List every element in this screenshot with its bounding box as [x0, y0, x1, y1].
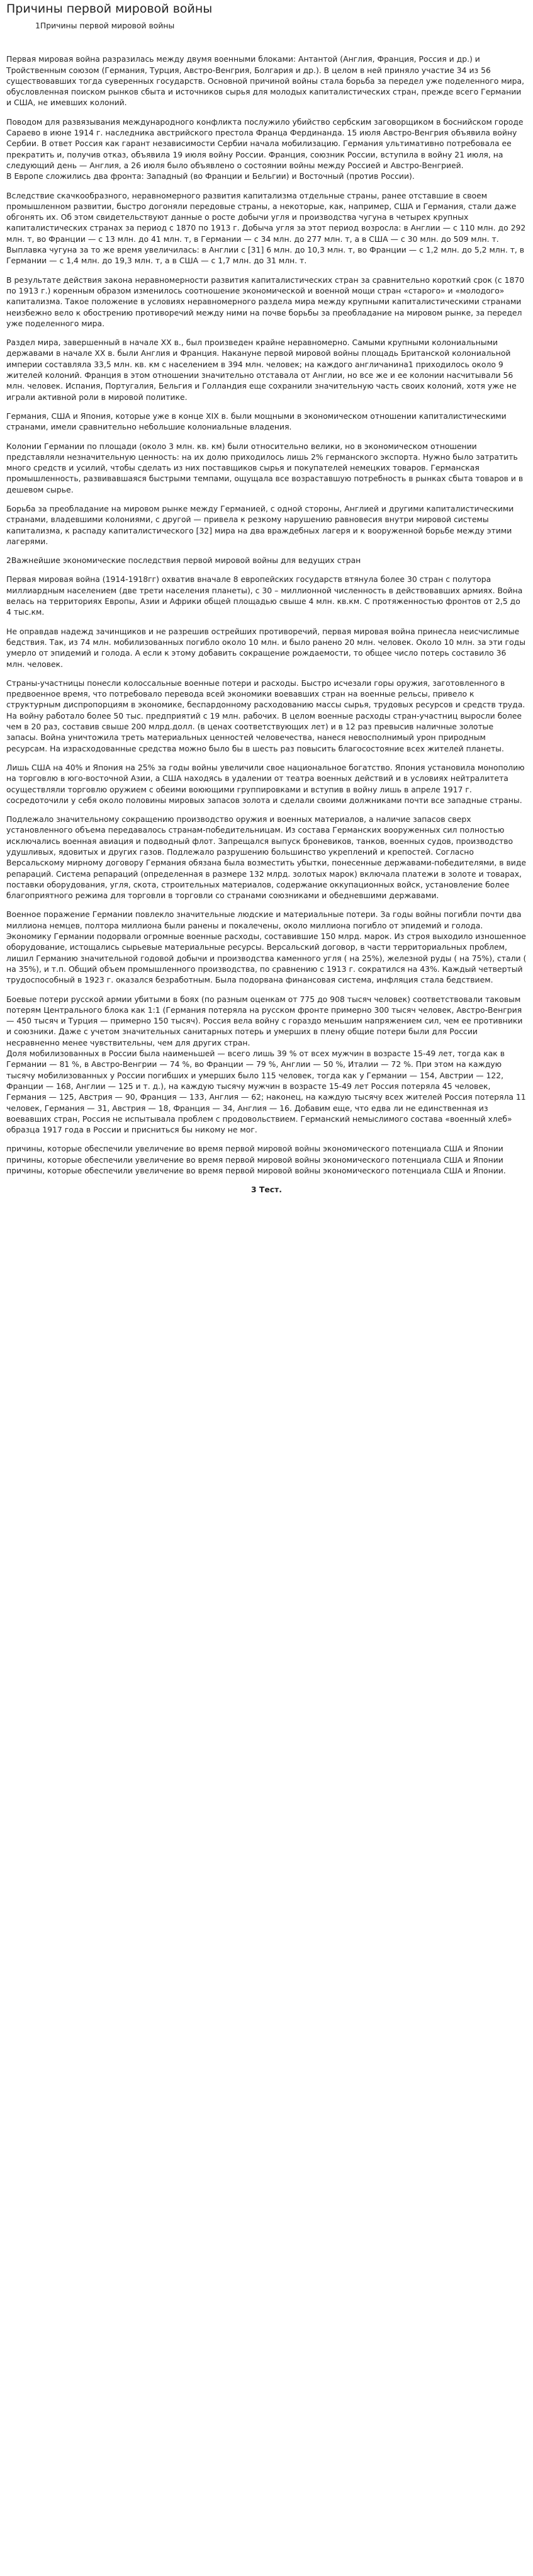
- paragraph-germany-defeat: Военное поражение Германии повлекло значительные людские и материальные потери. За годы войны погибли почти два миллиона немцев, полтора миллиона были ранены и покалечены, около миллиона погибло от эпидемий и голода. Экономику Германии подорвали огромные военные расходы, составившие 150 млрд. марок. Из строя выходило изношенное оборудование, истощались сырьевые материальные ресурсы. Версальский договор, в части территориальных проблем, лишил Германию значительной годовой добычи и производства каменного угля ( на 25%), железной руды ( на 75%), стали ( на 35%), и т.п. Общий объем промышленного производства, по сравнению с 1913 г. сократился на 43%. Каждый четвертый трудоспособный в 1923 г. оказался безработным. Была подорвана финансовая система, инфляция стала бедствием.: [6, 909, 527, 985]
- section-heading-consequences: 2Важнейшие экономические последствия первой мировой войны для ведущих стран: [6, 556, 361, 566]
- test-section-heading: 3 Тест.: [250, 1185, 283, 1195]
- document-body: [6, 54, 527, 1176]
- paragraph-versailles-disarmament: Подлежало значительному сокращению производство оружия и военных материалов, а наличие запасов сверх установленного объема передавалось странам-победительницам. Из состава Германских вооруженных сил полностью исключались военная авиация и подводный флот. Запрещался выпуск броневиков, танков, военных судов, производство удушливых, ядовитых и других газов. Подлежало разрушению большинство укреплений и крепостей. Согласно Версальскому мирному договору Германия обязана была возместить убытки, понесенные державами-победителями, в виде репараций. Система репараций (определенная в размере 132 млрд. золотых марок) включала платежи в золоте и товарах, поставки оборудования, угля, скота, строительных материалов, содержание оккупационных войск, установление более благоприятного режима для торговли в торговли со странами союзниками и обедневшими державами.: [6, 814, 527, 901]
- table-of-contents-entry[interactable]: 1Причины первой мировой войны: [35, 21, 175, 30]
- paragraph-german-colonies: Колонии Германии по площади (около 3 млн. кв. км) были относительно велики, но в экономическом отношении представляли незначительную ценность: на их долю приходилось лишь 2% германского экспорта. Нужно было затратить много средств и усилий, чтобы сделать из них поставщиков сырья и покупателей немецких товаров. Германская промышленность, развивавшаяся быстрыми темпами, ощущала все возраставшую потребность в рынках сбыта товаров и в дешевом сырье.: [6, 441, 524, 494]
- paragraph-struggle-for-market: Борьба за преобладание на мировом рынке между Германией, с одной стороны, Англией и другими капиталистическими странами, владевшими колониями, с другой — привела к резкому нарушению равновесия внутри мировой системы капитализма, к распаду капиталистического [32] мира на два враждебных лагеря и к вооруженной борьбе между этими лагерями.: [6, 503, 514, 546]
- paragraph-human-losses: Не оправдав надежд зачинщиков и не разрешив острейших противоречий, первая мировая война принесла неисчислимые бедствия. Так, из 74 млн. мобилизованных погибло около 10 млн. и было ранено 20 млн. человек. Около 10 млн. за эти годы умерло от эпидемий и голода. А если к этому добавить сокращение рождаемости, то общее число потерь составило 36 млн. человек.: [6, 626, 525, 669]
- paragraph-pretext: Поводом для развязывания международного конфликта послужило убийство сербским заговорщиком в боснийском городе Сараево в июне 1914 г. наследника австрийского престола Франца Фердинанда. 15 июля Австро-Венгрия объявила войну Сербии. В ответ Россия как гарант независимости Сербии начала мобилизацию. Германия ультимативно потребовала ее прекратить и, получив отказ, объявила 19 июля войну России. Франция, союзник России, вступила в войну 21 июля, на следующий день — Англия, а 26 июля было объявлено о состоянии войны между Россией и Австро-Венгрией. В Европе сложились два фронта: Западный (во Франции и Бельгии) и Восточный (против России).: [6, 117, 524, 181]
- paragraph-colonial-division: Раздел мира, завершенный в начале XX в., был произведен крайне неравномерно. Самыми крупными колониальными державами в начале XX в. были Англия и Франция. Накануне первой мировой войны площадь Британской колониальной империи составляла 33,5 млн. кв. км с населением в 394 млн. человек; на каждого англичанина1 приходилось около 9 жителей колоний. Франция в этом отношении значительно отставала от Англии, но все же и ее колонии насчитывали 56 млн. человек. Испания, Португалия, Бельгия и Голландия еще сохранили значительную часть своих колоний, хотя уже не играли активной роли в мировой политике.: [6, 338, 517, 402]
- page-title: Причины первой мировой войны: [6, 2, 213, 16]
- paragraph-war-expenses: Страны-участницы понесли колоссальные военные потери и расходы. Быстро исчезали горы оружия, заготовленного в предвоенное время, что потребовало перевода всей экономики воевавших стран на военные рельсы, привело к структурным диспропорциям в экономике, беспардонному расходованию массы сырья, трудовых ресурсов и средств труда. На войну работало более 50 тыс. предприятий с 19 млн. рабочих. В целом военные расходы стран-участниц выросли более чем в 20 раз, составив свыше 200 млрд.долл. (в ценах соответствующих лет) и в 12 раз превысив наличные золотые запасы. Война уничтожила треть материальных ценностей человечества, нанеся невосполнимый урон природным ресурсам. На израсходованные средства можно было бы в шесть раз повысить благосостояние всех жителей планеты.: [6, 678, 525, 753]
- paragraph-uneven-development: Вследствие скачкообразного, неравномерного развития капитализма отдельные страны, ранее отставшие в своем промышленном развитии, быстро догоняли передовые страны, а некоторые, как, например, США и Германия, стали даже обгонять их. Об этом свидетельствуют данные о росте добычи угля и производства чугуна в четырех крупных капиталистических странах за период с 1870 по 1913 г. Добыча угля за этот период возросла: в Англии — с 110 млн. до 292 млн. т, во Франции — с 13 млн. до 41 млн. т, в Германии — с 34 млн. до 277 млн. т, а в США — с 30 млн. до 509 млн. т. Выплавка чугуна за то же время увеличилась: в Англии с [31] 6 млн. до 10,3 млн. т, во Франции — с 1,2 млн. до 5,2 млн. т, в Германии — с 1,4 млн. до 19,3 млн. т, а в США — с 1,7 млн. до 31 млн. т.: [6, 190, 526, 266]
- paragraph-usa-japan-reasons: причины, которые обеспечили увеличение во время первой мировой войны экономического потенциала США и Японии причины, которые обеспечили увеличение во время первой мировой войны экономического потенциала США и Японии причины, которые обеспечили увеличение во время первой мировой войны экономического потенциала США и Японии.: [6, 1144, 506, 1176]
- paragraph-balance-of-power: В результате действия закона неравномерности развития капиталистических стран за сравнительно короткий срок (с 1870 по 1913 г.) коренным образом изменилось соотношение экономической и военной мощи стран «старого» и «молодого» капитализма. Такое положение в условиях неравномерного раздела мира между крупными капиталистическими странами неизбежно вело к обострению противоречий между ними на почве борьбы за преобладание на мировом рынке, за передел уже поделенного мира.: [6, 275, 525, 328]
- paragraph-russia-losses: Боевые потери русской армии убитыми в боях (по разным оценкам от 775 до 908 тысяч человек) соответствовали таковым потерям Центрального блока как 1:1 (Германия потеряла на русском фронте примерно 300 тысяч человек, Австро-Венгрия — 450 тысяч и Турция — примерно 150 тысяч). Россия вела войну с гораздо меньшим напряжением сил, чем ее противники и союзники. Даже с учетом значительных санитарных потерь и умерших в плену общие потери были для России несравненно менее чувствительны, чем для других стран. Доля мобилизованных в России была наименьшей — всего лишь 39 % от всех мужчин в возрасте 15-49 лет, тогда как в Германии — 81 %, в Австро-Венгрии — 74 %, во Франции — 79 %, Англии — 50 %, Италии — 72 %. При этом на каждую тысячу мобилизованных у России погибших и умерших было 115 человек, тогда как у Германии — 154, Австрии — 122, Франции — 168, Англии — 125 и т. д.), на каждую тысячу мужчин в возрасте 15-49 лет Россия потеряла 45 человек, Германия — 125, Австрия — 90, Франция — 133, Англия — 62; наконец, на каждую тысячу всех жителей Россия потеряла 11 человек, Германия — 31, Австрия — 18, Франция — 34, Англия — 16. Добавим еще, что едва ли не единственная из воевавших стран, Россия не испытывала проблем с продовольствием. Германский немыслимого состава «военный хлеб» образца 1917 года в России и присниться бы никому не мог.: [6, 994, 526, 1135]
- paragraph-war-scale: Первая мировая война (1914-1918гг) охватив вначале 8 европейских государств втянула более 30 стран с полутора миллиардным населением (две трети населения планеты), с 30 – миллионной численность в действовавших армиях. Война велась на территориях Европы, Азии и Африки общей площадью свыше 4 млн. кв.км. С протяженностью фронтов от 2,5 до 4 тыс.км.: [6, 574, 523, 617]
- document: [0, 0, 533, 1195]
- paragraph-usa-japan-gains: Лишь США на 40% и Япония на 25% за годы войны увеличили свое национальное богатство. Япония установила монополию на торговлю в юго-восточной Азии, а США находясь в удалении от театра военных действий и в условиях нейтралитета осуществляли торговлю оружием с обеими воюющими группировками и вступив в войну лишь в апреле 1917 г. сосредоточили у себя около половины мировых запасов золота и сделали своими должниками почти все западные страны.: [6, 762, 525, 805]
- paragraph-germany-usa-japan: Германия, США и Япония, которые уже в конце XIX в. были мощными в экономическом отношении капиталистическими странами, имели сравнительно небольшие колониальные владения.: [6, 411, 507, 432]
- paragraph-causes-intro: Первая мировая война разразилась между двумя военными блоками: Антантой (Англия, Франция, Россия и др.) и Тройственным союзом (Германия, Турция, Австро-Венгрия, Болгария и др.). В целом в ней приняло участие 34 из 56 существовавших тогда суверенных государств. Основной причиной войны стала борьба за передел уже поделенного мира, обусловленная поиском рынков сбыта и источников сырья для молодых капиталистических стран, прежде всего Германии и США, не имевших колоний.: [6, 54, 525, 108]
